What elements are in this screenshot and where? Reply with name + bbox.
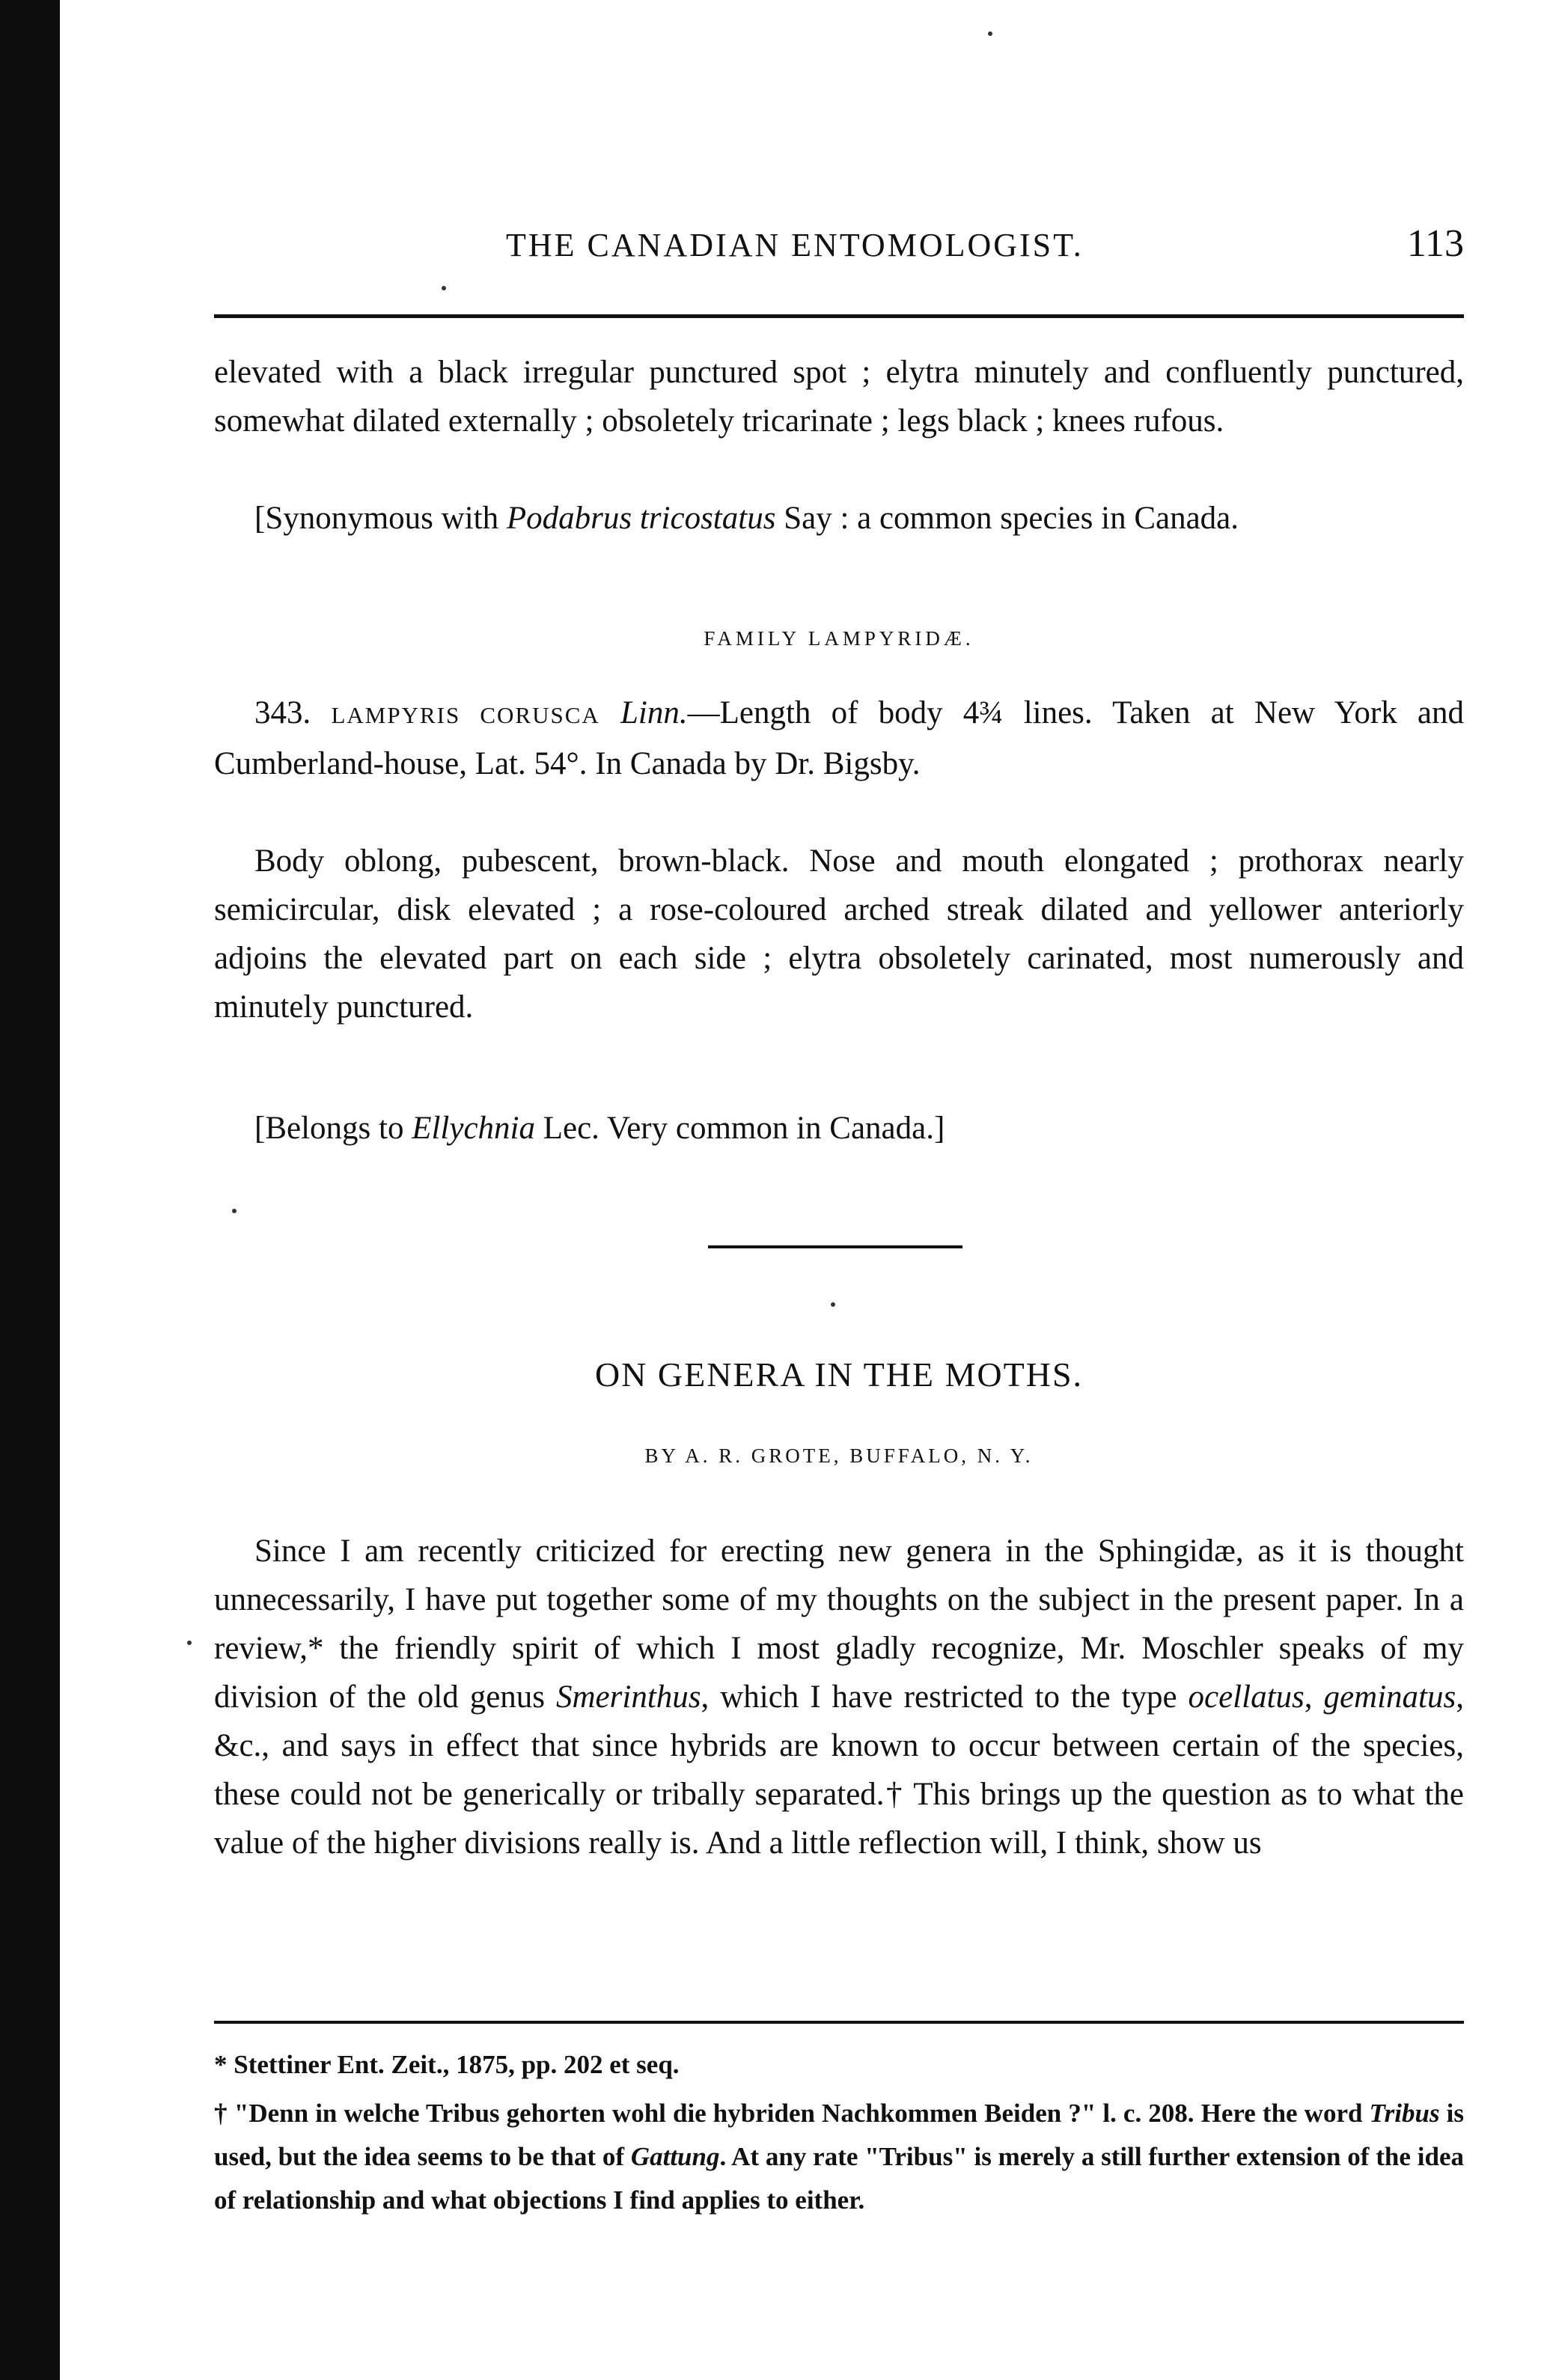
paper-speck — [232, 1209, 237, 1213]
species-details: —Length of body 4¾ lines. Taken at New York and Cumberland-house, Lat. 54°. In Canada by Dr. Bigsby. — [214, 695, 1465, 781]
article-text-d: , &c., and says in effect that since hybrids are known to occur between certain of the species, these could not be generically or tribally separated.† This brings up the question as to what the value of the higher divisions really is. And a little reflection will, I think, show us — [214, 1679, 1464, 1861]
footnote-2-a: † "Denn in welche Tribus gehorten wohl die hybriden Nachkommen Beiden ?" l. c. 208. Here the word — [214, 2099, 1370, 2128]
article-text-b: , which I have restricted to the type — [701, 1679, 1189, 1715]
footnote-2-c: . At any rate "Tribus" is merely a still further extension of the idea of relationship and what objections I find applies to either. — [214, 2142, 1464, 2215]
footnote-2-tribus: Tribus — [1369, 2099, 1440, 2128]
paper-speck — [187, 1641, 192, 1645]
book-spine-shadow — [0, 0, 60, 2380]
footnote-2-gattung: Gattung — [630, 2142, 720, 2171]
synonym-paragraph — [214, 494, 1464, 543]
footnote-2 — [214, 2092, 1464, 2222]
synonym-rest: Say : a common species in Canada. — [775, 501, 1239, 536]
paper-speck — [988, 31, 992, 36]
species-author: Linn. — [620, 695, 688, 730]
intro-text: elevated with a black irregular punctured spot ; elytra minutely and confluently punctured, somewhat dilated externally ; obsoletely tricarinate ; legs black ; knees rufous. — [214, 355, 1464, 439]
running-header — [214, 222, 1464, 274]
synonym-open: [Synonymous with — [254, 501, 507, 536]
article-text-c: , — [1304, 1679, 1324, 1715]
species-number: 343. — [254, 695, 311, 730]
note-genus: Ellychnia — [412, 1111, 535, 1146]
article-paragraph — [214, 1527, 1464, 1867]
article-type-1: ocellatus — [1188, 1679, 1305, 1715]
note-open: [Belongs to — [254, 1111, 412, 1146]
header-rule — [214, 314, 1464, 318]
footnote-rule — [214, 2021, 1464, 2024]
footnote-2-b: is used, but the idea seems to be that of — [214, 2099, 1464, 2171]
running-title: THE CANADIAN ENTOMOLOGIST. — [506, 227, 1084, 263]
article-title: ON GENERA IN THE MOTHS. — [594, 1355, 1084, 1394]
footnote-1 — [214, 2043, 1464, 2087]
article-byline: BY A. R. GROTE, BUFFALO, N. Y. — [644, 1444, 1034, 1467]
species-note — [214, 1104, 1464, 1153]
species-paragraph — [214, 689, 1464, 788]
article-text-a: Since I am recently criticized for erecting new genera in the Sphingidæ, as it is thought unnecessarily, I have put together some of my thoughts on the subject in the present paper. In a review,* the friendly spirit of which I most gladly recognize, Mr. Moschler speaks of my division of the old genus — [214, 1534, 1464, 1715]
species-name: LAMPYRIS CORUSCA — [331, 702, 600, 728]
synonym-species: Podabrus tricostatus — [506, 501, 776, 536]
species-description — [214, 837, 1464, 1031]
description-text: Body oblong, pubescent, brown-black. Nose and mouth elongated ; prothorax nearly semicircular, disk elevated ; a rose-coloured arched streak dilated and yellower anteriorly adjoins the elevated part on each side ; elytra obsoletely carinated, most numerously and minutely punctured. — [214, 843, 1464, 1025]
article-type-2: geminatus — [1323, 1679, 1456, 1715]
section-divider — [708, 1245, 962, 1248]
page-number: 113 — [1406, 222, 1464, 265]
article-genus: Smerinthus — [556, 1679, 701, 1715]
paper-speck — [831, 1302, 835, 1307]
intro-paragraph — [214, 348, 1464, 445]
family-heading: FAMILY LAMPYRIDÆ. — [704, 627, 974, 650]
footnote-1-text: * Stettiner Ent. Zeit., 1875, pp. 202 et seq. — [214, 2050, 680, 2079]
note-rest: Lec. Very common in Canada.] — [535, 1111, 945, 1146]
paper-speck — [442, 286, 446, 290]
